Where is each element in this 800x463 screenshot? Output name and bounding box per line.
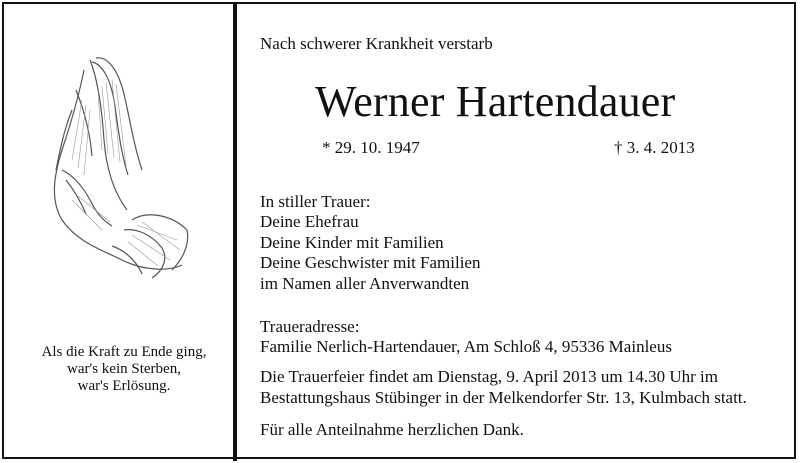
thanks: Für alle Anteilnahme herzlichen Dank. [260, 420, 524, 439]
verse-line: war's Erlösung. [77, 378, 171, 394]
mourners-line: Deine Kinder mit Familien [260, 233, 444, 252]
birth-date: * 29. 10. 1947 [322, 138, 420, 157]
intro-text: Nach schwerer Krankheit verstarb [260, 34, 493, 53]
mourners-line: In stiller Trauer: [260, 192, 371, 211]
mourners-line: im Namen aller Anverwandten [260, 274, 470, 293]
left-column [4, 4, 233, 459]
praying-hands-icon [32, 50, 192, 286]
verse [4, 344, 244, 395]
address-label: Traueradresse: [260, 317, 360, 336]
right-column [237, 4, 792, 459]
death-date: † 3. 4. 2013 [614, 138, 695, 157]
verse-line: war's kein Sterben, [67, 361, 181, 377]
funeral-line: Die Trauerfeier findet am Dienstag, 9. April 2013 um 14.30 Uhr im [260, 367, 718, 386]
verse-line: Als die Kraft zu Ende ging, [41, 344, 207, 360]
mourners-line: Deine Geschwister mit Familien [260, 253, 481, 272]
funeral-line: Bestattungshaus Stübinger in der Melkendorfer Str. 13, Kulmbach statt. [260, 388, 747, 407]
mourners-line: Deine Ehefrau [260, 212, 359, 231]
deceased-name: Werner Hartendauer [315, 77, 676, 126]
address: Familie Nerlich-Hartendauer, Am Schloß 4, 95336 Mainleus [260, 337, 672, 356]
